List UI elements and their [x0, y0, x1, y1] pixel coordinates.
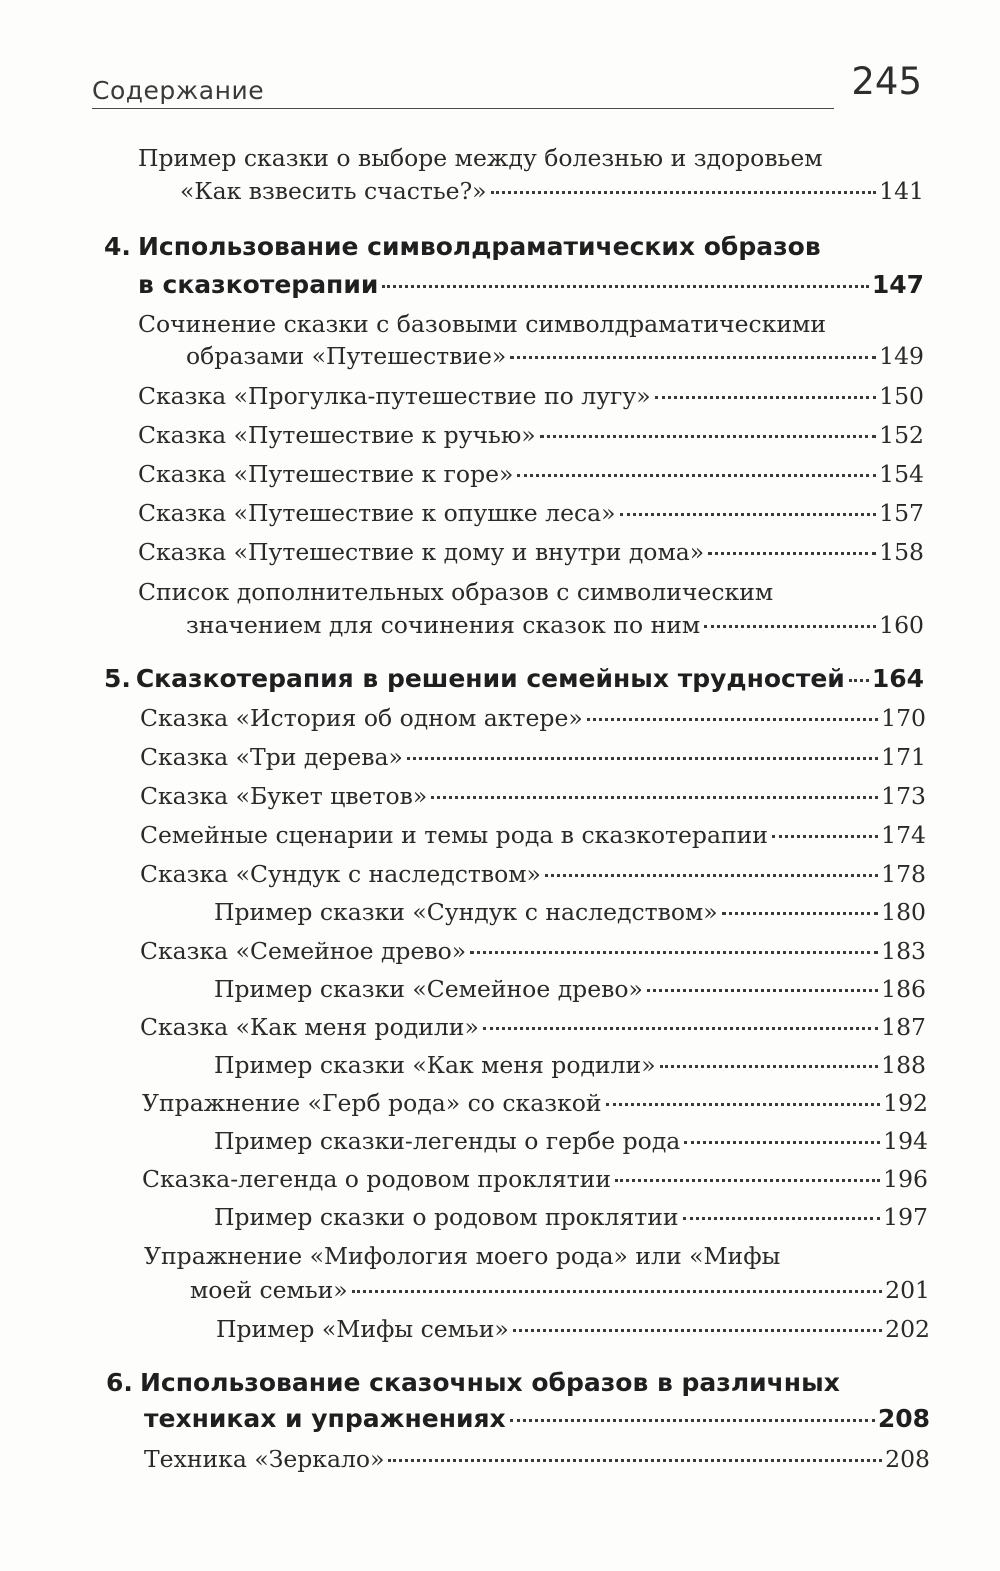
dot-leader — [660, 1065, 879, 1068]
toc-line — [138, 420, 924, 452]
toc-page-number: 194 — [883, 1127, 928, 1155]
toc-entry-text: «Как взвесить счастье?» — [180, 177, 487, 205]
toc-line — [186, 341, 924, 373]
toc-page-number: 201 — [885, 1276, 930, 1304]
toc-entry-text: моей семьи» — [190, 1276, 348, 1304]
toc-page-number: 158 — [879, 538, 924, 566]
toc-page-number: 180 — [881, 898, 926, 926]
chapter-title: техниках и упражнениях — [144, 1404, 506, 1433]
toc-entry-text: Сказка «Семейное древо» — [140, 937, 467, 965]
toc-page-number: 192 — [883, 1089, 928, 1117]
toc-line — [142, 1088, 928, 1120]
toc-entry-text: Пример сказки о выборе между болезнью и здоровьем — [138, 144, 823, 172]
dot-leader — [407, 757, 878, 760]
toc-page-number: 202 — [885, 1315, 930, 1343]
toc-page-number: 196 — [883, 1165, 928, 1193]
toc-line — [214, 1126, 928, 1158]
toc-entry-text: Пример сказки «Семейное древо» — [214, 975, 643, 1003]
toc-chapter-line — [138, 270, 924, 302]
dot-leader — [470, 951, 878, 954]
toc-line — [144, 1444, 930, 1476]
chapter-number: 5. — [104, 664, 131, 693]
chapter-title: Использование символдраматических образов — [138, 232, 821, 261]
toc-entry-text: Пример сказки «Как меня родили» — [214, 1051, 656, 1079]
toc-page-number: 188 — [881, 1051, 926, 1079]
toc-entry-text: Сказка «Путешествие к дому и внутри дома» — [138, 538, 705, 566]
dot-leader — [382, 285, 868, 288]
toc-entry-text: Упражнение «Герб рода» со сказкой — [142, 1089, 602, 1117]
toc-line — [138, 498, 924, 530]
toc-page-number: 174 — [881, 821, 926, 849]
toc-line — [140, 703, 926, 735]
toc-line — [190, 1275, 930, 1307]
toc-entry-text: Сказка «Прогулка-путешествие по лугу» — [138, 382, 651, 410]
toc-page-number: 171 — [881, 743, 926, 771]
dot-leader — [606, 1103, 881, 1106]
chapter-title: Сказкотерапия в решении семейных трудностей — [135, 664, 845, 693]
toc-page-number: 141 — [879, 177, 924, 205]
dot-leader — [510, 356, 876, 359]
toc-line — [140, 781, 926, 813]
toc-entry-text: Сочинение сказки с базовыми символдраматическими — [138, 310, 826, 338]
dot-leader — [615, 1179, 880, 1182]
toc-page-number: 154 — [879, 460, 924, 488]
chapter-number: 6. — [106, 1368, 133, 1397]
toc-line — [138, 143, 924, 175]
toc-line — [140, 820, 926, 852]
dot-leader — [545, 874, 878, 877]
toc-page-number: 147 — [871, 270, 924, 299]
toc-entry-text: Сказка «Как меня родили» — [140, 1013, 479, 1041]
toc-entry-text: Пример сказки-легенды о гербе рода — [214, 1127, 681, 1155]
dot-leader — [647, 989, 878, 992]
toc-line — [138, 537, 924, 569]
toc-chapter-line — [106, 1368, 930, 1400]
toc-line — [140, 859, 926, 891]
toc-page-number: 208 — [885, 1445, 930, 1473]
toc-page-number: 186 — [881, 975, 926, 1003]
toc-line — [140, 936, 926, 968]
toc-line — [216, 1314, 930, 1346]
toc-entry-text: Пример сказки о родовом проклятии — [214, 1203, 679, 1231]
dot-leader — [431, 796, 878, 799]
toc-entry-text: Сказка «История об одном актере» — [140, 704, 583, 732]
dot-leader — [655, 396, 877, 399]
chapter-title: Использование сказочных образов в различных — [140, 1368, 840, 1397]
dot-leader — [704, 625, 876, 628]
toc-line — [138, 381, 924, 413]
dot-leader — [491, 191, 877, 194]
toc-entry-text: Упражнение «Мифология моего рода» или «Мифы — [144, 1242, 781, 1270]
toc-page-number: 178 — [881, 860, 926, 888]
toc-entry-text: Сказка-легенда о родовом проклятии — [142, 1165, 611, 1193]
dot-leader — [708, 552, 876, 555]
toc-page-number: 170 — [881, 704, 926, 732]
toc-line — [214, 1202, 928, 1234]
dot-leader — [683, 1217, 881, 1220]
dot-leader — [517, 474, 876, 477]
dot-leader — [684, 1141, 880, 1144]
toc-entry-text: Пример «Мифы семьи» — [216, 1315, 509, 1343]
toc-entry-text: образами «Путешествие» — [186, 342, 507, 370]
toc-line — [144, 1241, 930, 1273]
toc-line — [214, 897, 926, 929]
toc-entry-text: Пример сказки «Сундук с наследством» — [214, 898, 718, 926]
dot-leader — [513, 1329, 882, 1332]
dot-leader — [722, 912, 878, 915]
toc-page-number: 197 — [883, 1203, 928, 1231]
dot-leader — [587, 718, 878, 721]
dot-leader — [772, 835, 878, 838]
toc-page-number: 208 — [877, 1404, 930, 1433]
toc-entry-text: Сказка «Путешествие к опушке леса» — [138, 499, 616, 527]
toc-page-number: 160 — [879, 611, 924, 639]
toc-entry-text: Сказка «Три дерева» — [140, 743, 403, 771]
toc-page-number: 187 — [881, 1013, 926, 1041]
toc-entry-text: Сказка «Сундук с наследством» — [140, 860, 541, 888]
section-title: Содержание — [92, 76, 265, 105]
toc-chapter-line — [104, 664, 924, 696]
chapter-title: в сказкотерапии — [138, 270, 379, 299]
toc-line — [138, 577, 924, 609]
toc-entry-text: Сказка «Путешествие к горе» — [138, 460, 514, 488]
toc-page-number: 183 — [881, 937, 926, 965]
toc-line — [140, 742, 926, 774]
toc-entry-text: Семейные сценарии и темы рода в сказкотерапии — [140, 821, 768, 849]
toc-chapter-line — [104, 232, 924, 264]
dot-leader — [483, 1027, 878, 1030]
toc-line — [142, 1164, 928, 1196]
toc-entry-text: Список дополнительных образов с символическим — [138, 578, 774, 606]
toc-line — [214, 1050, 926, 1082]
toc-page-number: 157 — [879, 499, 924, 527]
chapter-number: 4. — [104, 232, 131, 261]
dot-leader — [620, 513, 877, 516]
toc-line — [138, 459, 924, 491]
dot-leader — [388, 1459, 882, 1462]
toc-page-number: 164 — [871, 664, 924, 693]
toc-page-number: 150 — [879, 382, 924, 410]
toc-line — [180, 176, 924, 208]
toc-page-number: 149 — [879, 342, 924, 370]
toc-line — [138, 309, 924, 341]
dot-leader — [510, 1419, 875, 1422]
page-number: 245 — [851, 60, 922, 103]
toc-entry-text: значением для сочинения сказок по ним — [186, 611, 701, 639]
toc-entry-text: Сказка «Путешествие к ручью» — [138, 421, 536, 449]
toc-line — [140, 1012, 926, 1044]
toc-entry-text: Сказка «Букет цветов» — [140, 782, 428, 810]
dot-leader — [540, 435, 876, 438]
toc-page-number: 152 — [879, 421, 924, 449]
toc-entry-text: Техника «Зеркало» — [144, 1445, 385, 1473]
dot-leader — [352, 1290, 882, 1293]
toc-page-number: 173 — [881, 782, 926, 810]
toc-line — [186, 610, 924, 642]
dot-leader — [849, 679, 869, 682]
toc-line — [214, 974, 926, 1006]
toc-chapter-line — [144, 1404, 930, 1436]
